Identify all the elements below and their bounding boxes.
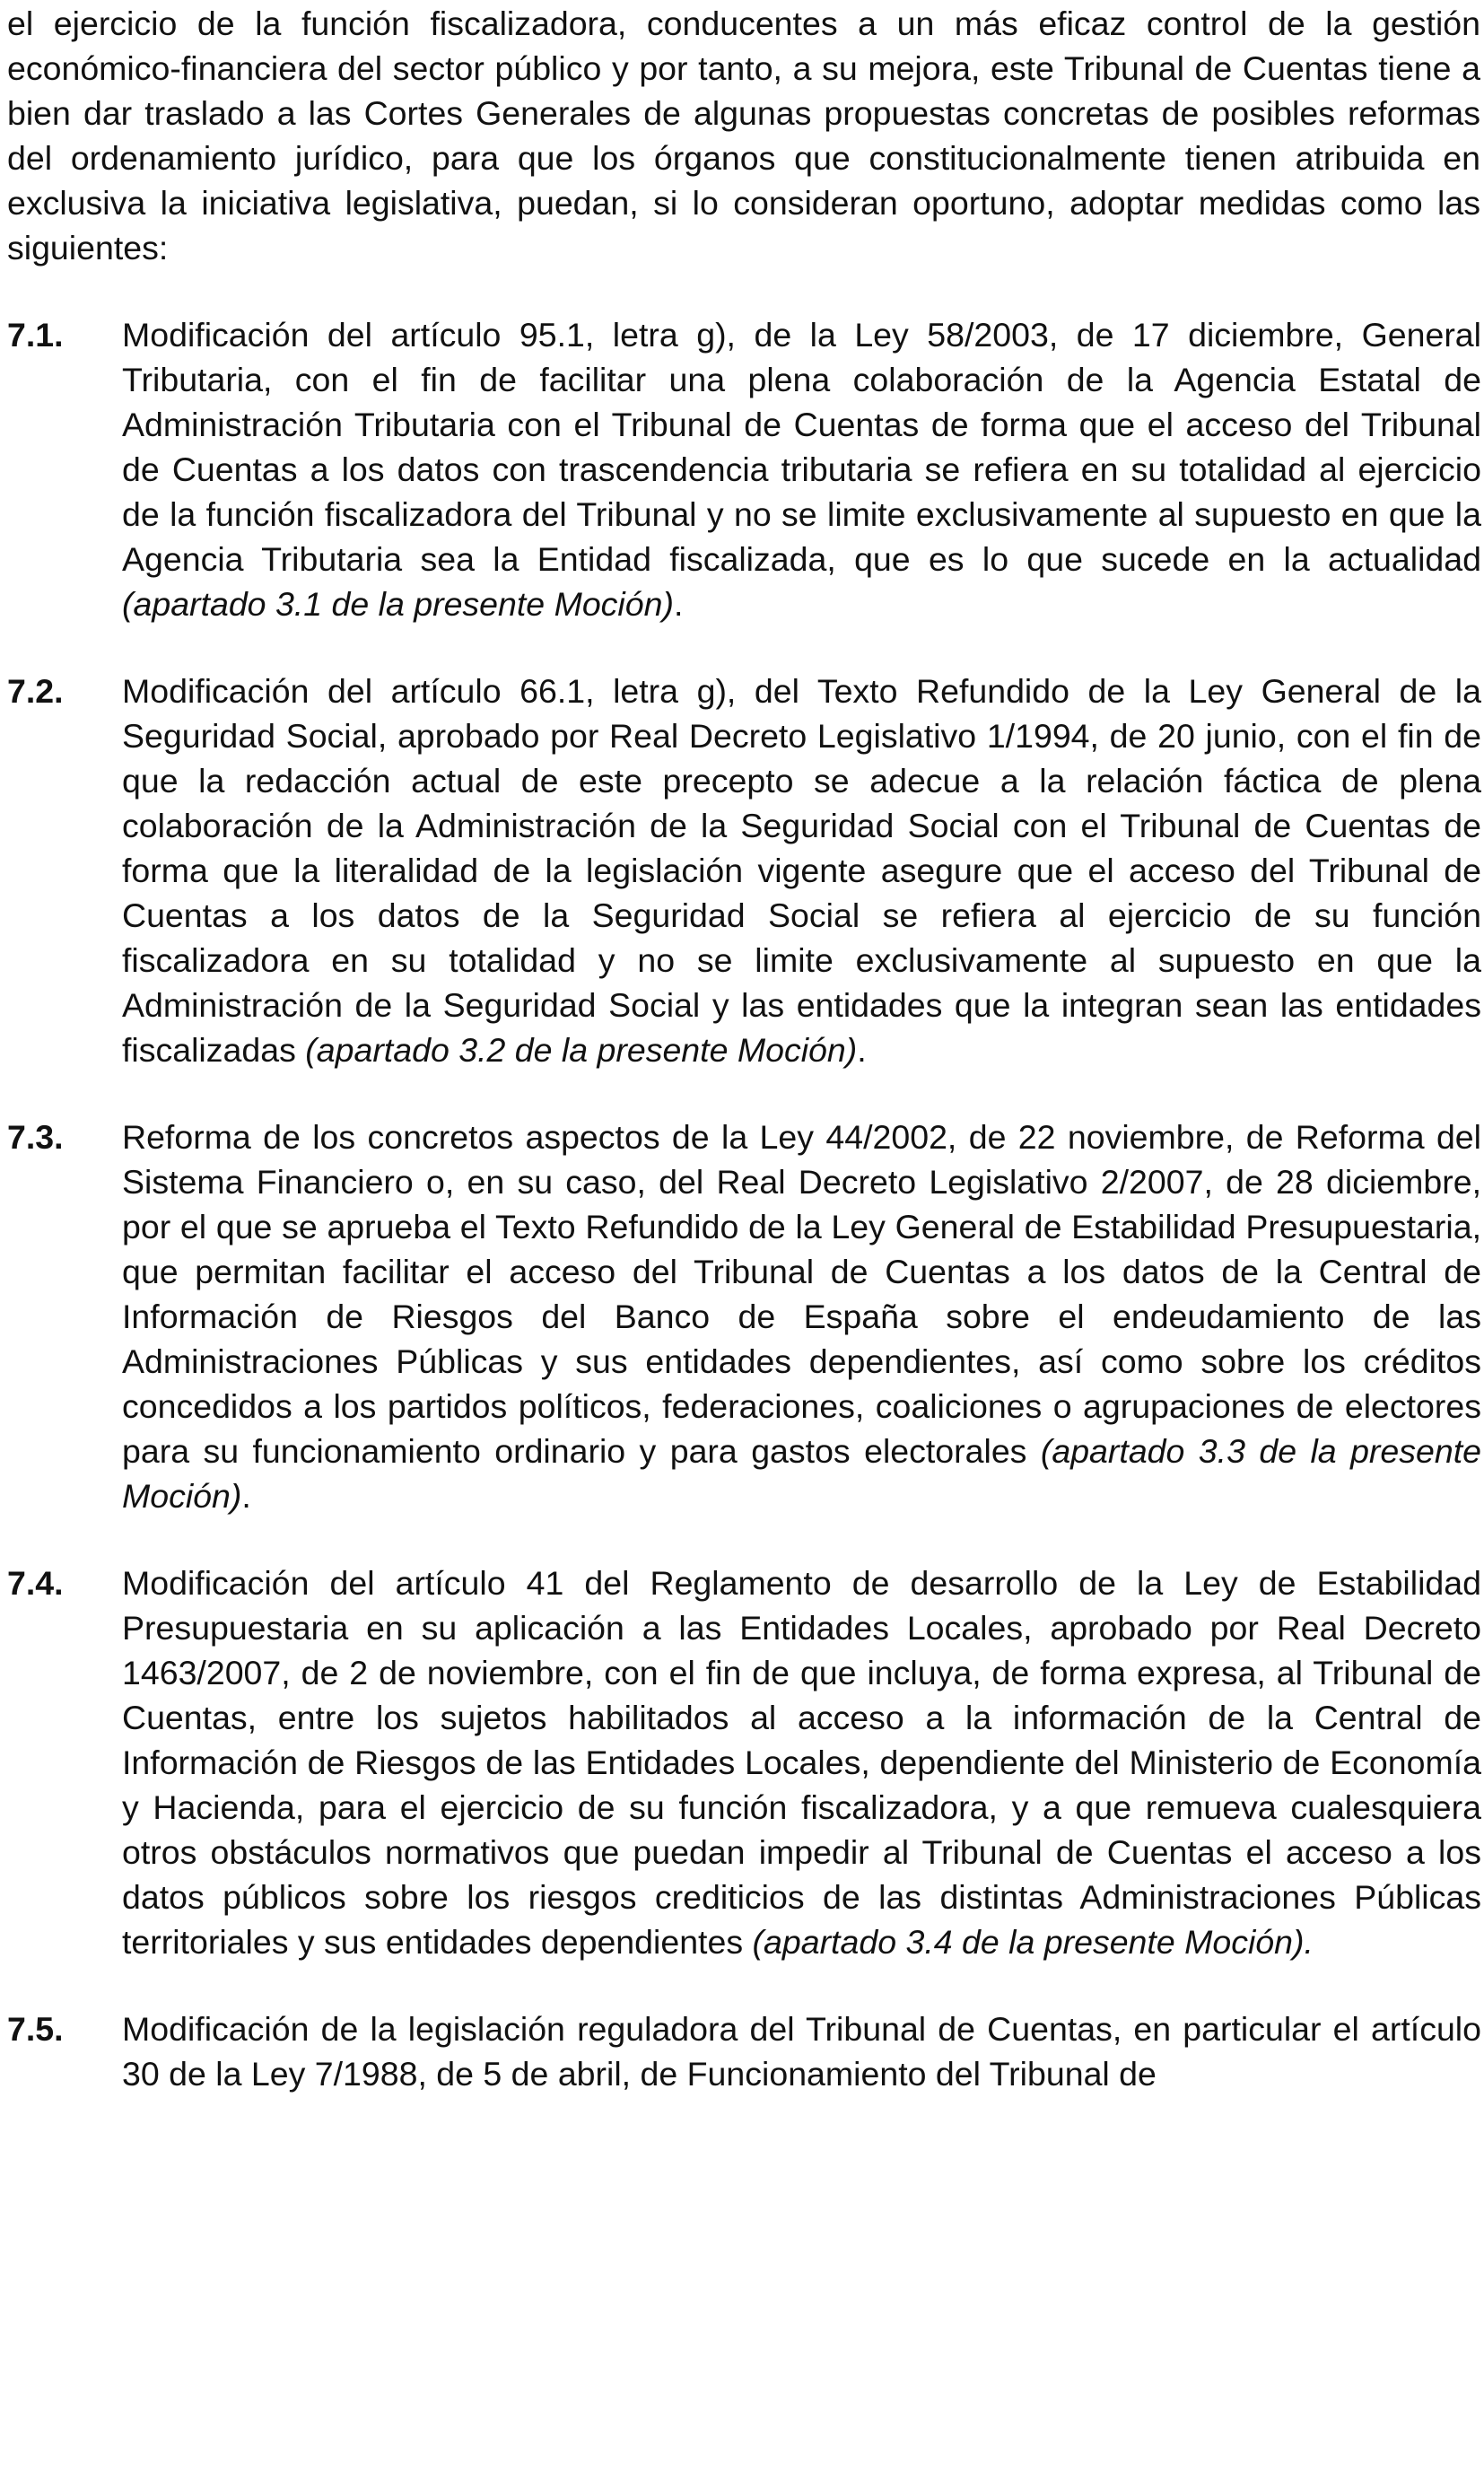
list-item-7-1: [7, 312, 1482, 626]
item-reference: (apartado 3.1 de la presente Moción): [122, 585, 674, 623]
item-body: Modificación del artículo 41 del Reglamento de desarrollo de la Ley de Estabilidad Presupuestaria en su aplicación a las Entidades Locales, aprobado por Real Decreto 1463/2007, de 2 de noviembre, con el fin de que incluya, de forma expresa, al Tribunal de Cuentas, entre los sujetos habilitados al acceso a la información de la Central de Información de Riesgos de las Entidades Locales, dependiente del Ministerio de Economía y Hacienda, para el ejercicio de su función fiscalizadora, y a que remueva cualesquiera otros obstáculos normativos que puedan impedir al Tribunal de Cuentas el acceso a los datos públicos sobre los riesgos crediticios de las distintas Administraciones Públicas territoriales y sus entidades dependientes: [122, 1564, 1481, 1961]
item-reference: (apartado 3.4 de la presente Moción).: [752, 1923, 1314, 1961]
item-body: Modificación de la legislación reguladora del Tribunal de Cuentas, en particular el artículo 30 de la Ley 7/1988, de 5 de abril, de Funcionamiento del Tribunal de: [122, 2010, 1481, 2093]
item-end: .: [857, 1031, 867, 1069]
item-text: [122, 1560, 1481, 1964]
item-body: Modificación del artículo 95.1, letra g), de la Ley 58/2003, de 17 diciembre, General Tributaria, con el fin de facilitar una plena colaboración de la Agencia Estatal de Administración Tributaria con el Tribunal de Cuentas de forma que el acceso del Tribunal de Cuentas a los datos con trascendencia tributaria se refiera en su totalidad al ejercicio de la función fiscalizadora del Tribunal y no se limite exclusivamente al supuesto en que la Agencia Tributaria sea la Entidad fiscalizada, que es lo que sucede en la actualidad: [122, 316, 1481, 578]
item-number: 7.4.: [7, 1564, 64, 1602]
item-number: 7.2.: [7, 672, 64, 710]
list-item-7-5: [7, 2006, 1482, 2096]
item-text: [122, 1114, 1481, 1518]
item-number: 7.5.: [7, 2010, 64, 2048]
intro-paragraph: el ejercicio de la función fiscalizadora, conducentes a un más eficaz control de la gestión económico-financiera del sector público y por tanto, a su mejora, este Tribunal de Cuentas tiene a bien dar traslado a las Cortes Generales de algunas propuestas concretas de posibles reformas del ordenamiento jurídico, para que los órganos que constitucionalmente tienen atribuida en exclusiva la iniciativa legislativa, puedan, si lo consideran oportuno, adoptar medidas como las siguientes:: [7, 4, 1480, 267]
document-page: [7, 0, 1482, 2096]
list-item-7-2: [7, 669, 1482, 1072]
item-number: 7.3.: [7, 1118, 64, 1156]
item-text: [122, 312, 1481, 626]
item-end: .: [241, 1477, 251, 1515]
item-end: .: [673, 585, 684, 623]
item-text: [122, 2006, 1481, 2096]
item-body: Modificación del artículo 66.1, letra g), del Texto Refundido de la Ley General de la Seguridad Social, aprobado por Real Decreto Legislativo 1/1994, de 20 junio, con el fin de que la redacción actual de este precepto se adecue a la relación fáctica de plena colaboración de la Administración de la Seguridad Social con el Tribunal de Cuentas de forma que la literalidad de la legislación vigente asegure que el acceso del Tribunal de Cuentas a los datos de la Seguridad Social se refiera al ejercicio de su función fiscalizadora en su totalidad y no se limite exclusivamente al supuesto en que la Administración de la Seguridad Social y las entidades que la integran sean las entidades fiscalizadas: [122, 672, 1481, 1069]
item-body: Reforma de los concretos aspectos de la Ley 44/2002, de 22 noviembre, de Reforma del Sistema Financiero o, en su caso, del Real Decreto Legislativo 2/2007, de 28 diciembre, por el que se aprueba el Texto Refundido de la Ley General de Estabilidad Presupuestaria, que permitan facilitar el acceso del Tribunal de Cuentas a los datos de la Central de Información de Riesgos del Banco de España sobre el endeudamiento de las Administraciones Públicas y sus entidades dependientes, así como sobre los créditos concedidos a los partidos políticos, federaciones, coaliciones o agrupaciones de electores para su funcionamiento ordinario y para gastos electorales: [122, 1118, 1481, 1470]
list-item-7-3: [7, 1114, 1482, 1518]
item-number: 7.1.: [7, 316, 64, 354]
list-item-7-4: [7, 1560, 1482, 1964]
item-text: [122, 669, 1481, 1072]
item-reference: (apartado 3.2 de la presente Moción): [305, 1031, 858, 1069]
item-reference: (apartado 3.3 de la presente Moción): [122, 1432, 1482, 1515]
